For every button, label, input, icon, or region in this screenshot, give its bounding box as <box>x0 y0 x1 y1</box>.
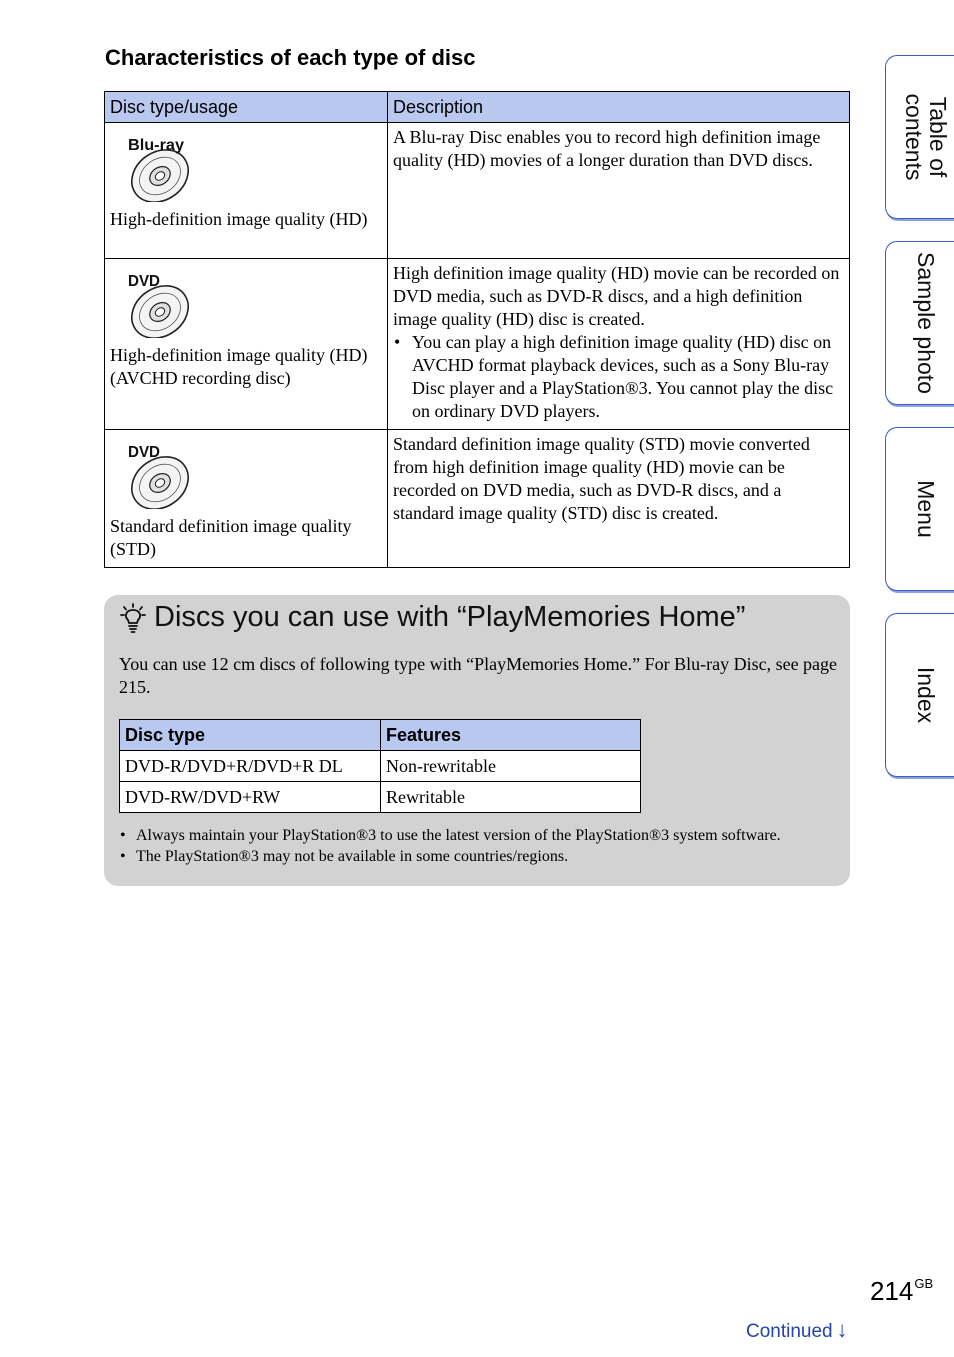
dvd-logo-text: DVD <box>128 273 160 290</box>
table-row <box>120 782 641 813</box>
disc-description: Standard definition image quality (STD) movie converted from high definition image quality (HD) movie can be recorded on DVD media, such as DVD-R discs, and a standard image quality (STD) disc is created. <box>393 434 810 523</box>
list-item <box>119 846 781 867</box>
table-row <box>105 259 850 430</box>
bullet-text: You can play a high definition image quality (HD) disc on AVCHD format playback devices, such as a Sony Blu-ray Disc player and a PlayStation®3. You cannot play the disc on ordinary DVD players. <box>412 332 834 421</box>
tab-label: Sample photo <box>913 252 939 394</box>
disc-type-cell <box>105 259 388 430</box>
dvd-logo-text: DVD <box>128 444 160 461</box>
column-header-disc-type: Disc type <box>120 720 381 751</box>
disc-type-cell <box>105 430 388 568</box>
table-header-row <box>105 92 850 123</box>
column-header-description: Description <box>388 92 850 123</box>
description-bullet <box>393 331 844 423</box>
table-row <box>105 123 850 259</box>
bullet-marker: • <box>394 332 401 352</box>
disc-type-cell: DVD-RW/DVD+RW <box>120 782 381 813</box>
table-row <box>120 751 641 782</box>
continued-label: Continued <box>746 1321 833 1342</box>
disc-type-cell: DVD-R/DVD+R/DVD+R DL <box>120 751 381 782</box>
list-item <box>119 825 781 846</box>
features-cell: Rewritable <box>381 782 641 813</box>
description-cell <box>388 123 850 259</box>
lightbulb-icon <box>120 603 146 633</box>
tab-menu[interactable] <box>885 427 954 591</box>
disc-usage-label: High-definition image quality (HD) (AVCHD recording disc) <box>110 345 368 388</box>
tab-label: Table of contents <box>901 93 951 181</box>
dvd-disc-icon <box>126 443 196 509</box>
tip-notes <box>119 825 781 867</box>
tip-box <box>104 595 850 886</box>
tab-index[interactable] <box>885 613 954 777</box>
column-header-features: Features <box>381 720 641 751</box>
disc-usage-label: High-definition image quality (HD) <box>110 209 368 229</box>
tab-table-of-contents[interactable] <box>885 55 954 219</box>
description-cell <box>388 259 850 430</box>
tip-body-text: You can use 12 cm discs of following type with “PlayMemories Home.” For Blu-ray Disc, see page 215. <box>119 654 838 697</box>
features-cell: Non-rewritable <box>381 751 641 782</box>
note-text: Always maintain your PlayStation®3 to use the latest version of the PlayStation®3 system software. <box>136 827 781 844</box>
section-heading: Characteristics of each type of disc <box>105 45 476 70</box>
note-text: The PlayStation®3 may not be available in some countries/regions. <box>136 848 569 865</box>
column-header-disc-type: Disc type/usage <box>105 92 388 123</box>
disc-description: High definition image quality (HD) movie can be recorded on DVD media, such as DVD-R discs, and a high definition image quality (HD) disc is created. <box>393 263 840 329</box>
dvd-disc-icon <box>126 272 196 338</box>
disc-description: A Blu-ray Disc enables you to record high definition image quality (HD) movies of a longer duration than DVD discs. <box>393 127 821 170</box>
down-arrow-icon: ↓ <box>836 1317 848 1342</box>
tab-label: Index <box>913 666 939 724</box>
continued-link[interactable] <box>746 1317 848 1343</box>
tip-title: Discs you can use with “PlayMemories Home” <box>154 601 746 633</box>
tip-title-row <box>120 601 745 634</box>
disc-characteristics-table <box>104 91 850 568</box>
page-suffix: GB <box>914 1276 934 1291</box>
table-row <box>105 430 850 568</box>
table-header-row <box>120 720 641 751</box>
tab-sample-photo[interactable] <box>885 241 954 405</box>
bullet-marker: • <box>120 827 126 844</box>
disc-type-cell <box>105 123 388 259</box>
disc-usage-label: Standard definition image quality (STD) <box>110 516 352 559</box>
page-number: $214^{GB}$ <box>870 1276 934 1306</box>
bluray-logo-text: Blu-ray <box>128 137 185 154</box>
bullet-marker: • <box>120 848 126 865</box>
disc-features-table <box>119 719 641 813</box>
bluray-disc-icon <box>126 136 196 202</box>
description-cell <box>388 430 850 568</box>
tab-label: Menu <box>913 480 939 538</box>
